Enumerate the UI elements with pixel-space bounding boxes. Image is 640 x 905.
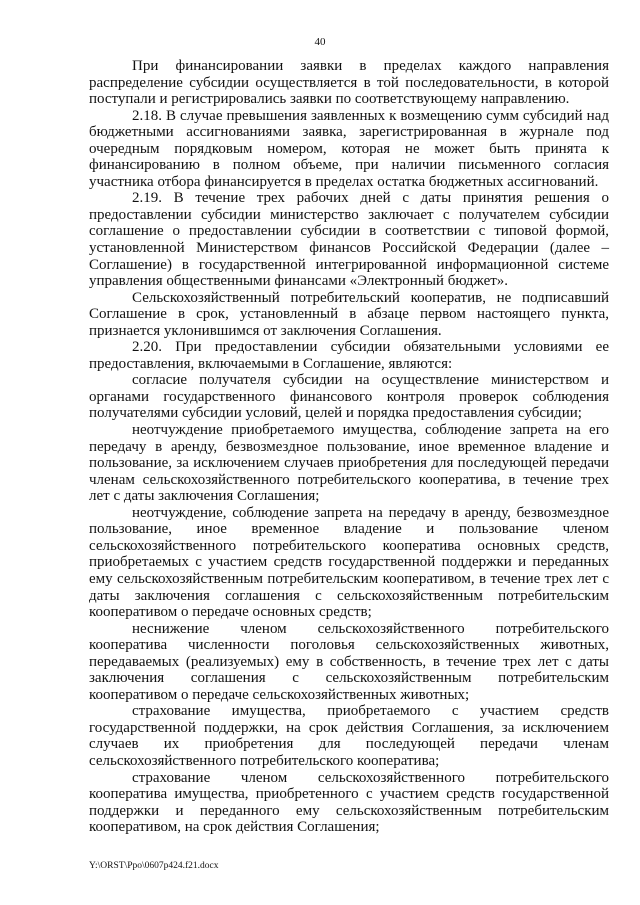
paragraph-2-20: 2.20. При предоставлении субсидии обязательными условиями ее предоставления, включаемыми в Соглашение, являются: — [89, 339, 609, 372]
condition-property-insurance: страхование имущества, приобретаемого с участием средств государственной поддержки, на срок действия Соглашения, за исключением случаев их приобретения для последующей передачи членам сельскохозяйственного потребительского кооператива; — [89, 703, 609, 769]
paragraph-2-19: 2.19. В течение трех рабочих дней с даты принятия решения о предоставлении субсидии министерство заключает с получателем субсидии соглашение о предоставлении субсидии в соответствии с типовой формой, установленной Министерством финансов Российской Федерации (далее – Соглашение) в государственной интегрированной информационной системе управления общественными финансами «Электронный бюджет». — [89, 190, 609, 290]
condition-member-insurance: страхование членом сельскохозяйственного потребительского кооператива имущества, приобретенного с участием средств государственной поддержки и переданного ему сельскохозяйственным потребительским кооперативом, на срок действия Соглашения; — [89, 769, 609, 836]
footer-file-path: Y:\ORST\Ppo\0607p424.f21.docx — [89, 861, 219, 871]
paragraph-financing-order: При финансировании заявки в пределах каждого направления распределение субсидии осуществляется в той последовательности, в которой поступали и регистрировались заявки по соответствующему направлению. — [89, 58, 609, 108]
paragraph-cooperative-evasion: Сельскохозяйственный потребительский кооператив, не подписавший Соглашение в срок, установленный в абзаце первом настоящего пункта, признается уклонившимся от заключения Соглашения. — [89, 289, 609, 339]
condition-consent: согласие получателя субсидии на осуществление министерством и органами государственного финансового контроля проверок соблюдения получателями субсидии условий, целей и порядка предоставления субсидии; — [89, 372, 609, 422]
condition-non-alienation-property: неотчуждение приобретаемого имущества, соблюдение запрета на его передачу в аренду, безвозмездное пользование, иное временное владение и пользование, за исключением случаев приобретения для последующей передачи членам сельскохозяйственного потребительского кооператива, в течение трех лет с даты заключения Соглашения; — [89, 422, 609, 505]
page-number: 40 — [314, 36, 326, 48]
document-body — [89, 58, 609, 836]
paragraph-2-18: 2.18. В случае превышения заявленных к возмещению сумм субсидий над бюджетными ассигнованиями заявка, зарегистрированная в журнале под очередным порядковым номером, которая не может быть принята к финансированию в полном объеме, при наличии письменного согласия участника отбора финансируется в пределах остатка бюджетных ассигнований. — [89, 107, 609, 190]
condition-non-alienation-fixed-assets: неотчуждение, соблюдение запрета на передачу в аренду, безвозмездное пользование, иное временное владение и пользование членом сельскохозяйственного потребительского кооператива основных средств, приобретаемых с участием средств государственной поддержки и переданных ему сельскохозяйственным потребительским кооперативом, в течение трех лет с даты заключения соглашения с сельскохозяйственным потребительским кооперативом о передаче основных средств; — [89, 504, 609, 621]
condition-livestock-headcount: неснижение членом сельскохозяйственного потребительского кооператива численности поголовья сельскохозяйственных животных, передаваемых (реализуемых) ему в собственность, в течение трех лет с даты заключения соглашения с сельскохозяйственным потребительским кооперативом о передаче сельскохозяйственных животных; — [89, 620, 609, 703]
